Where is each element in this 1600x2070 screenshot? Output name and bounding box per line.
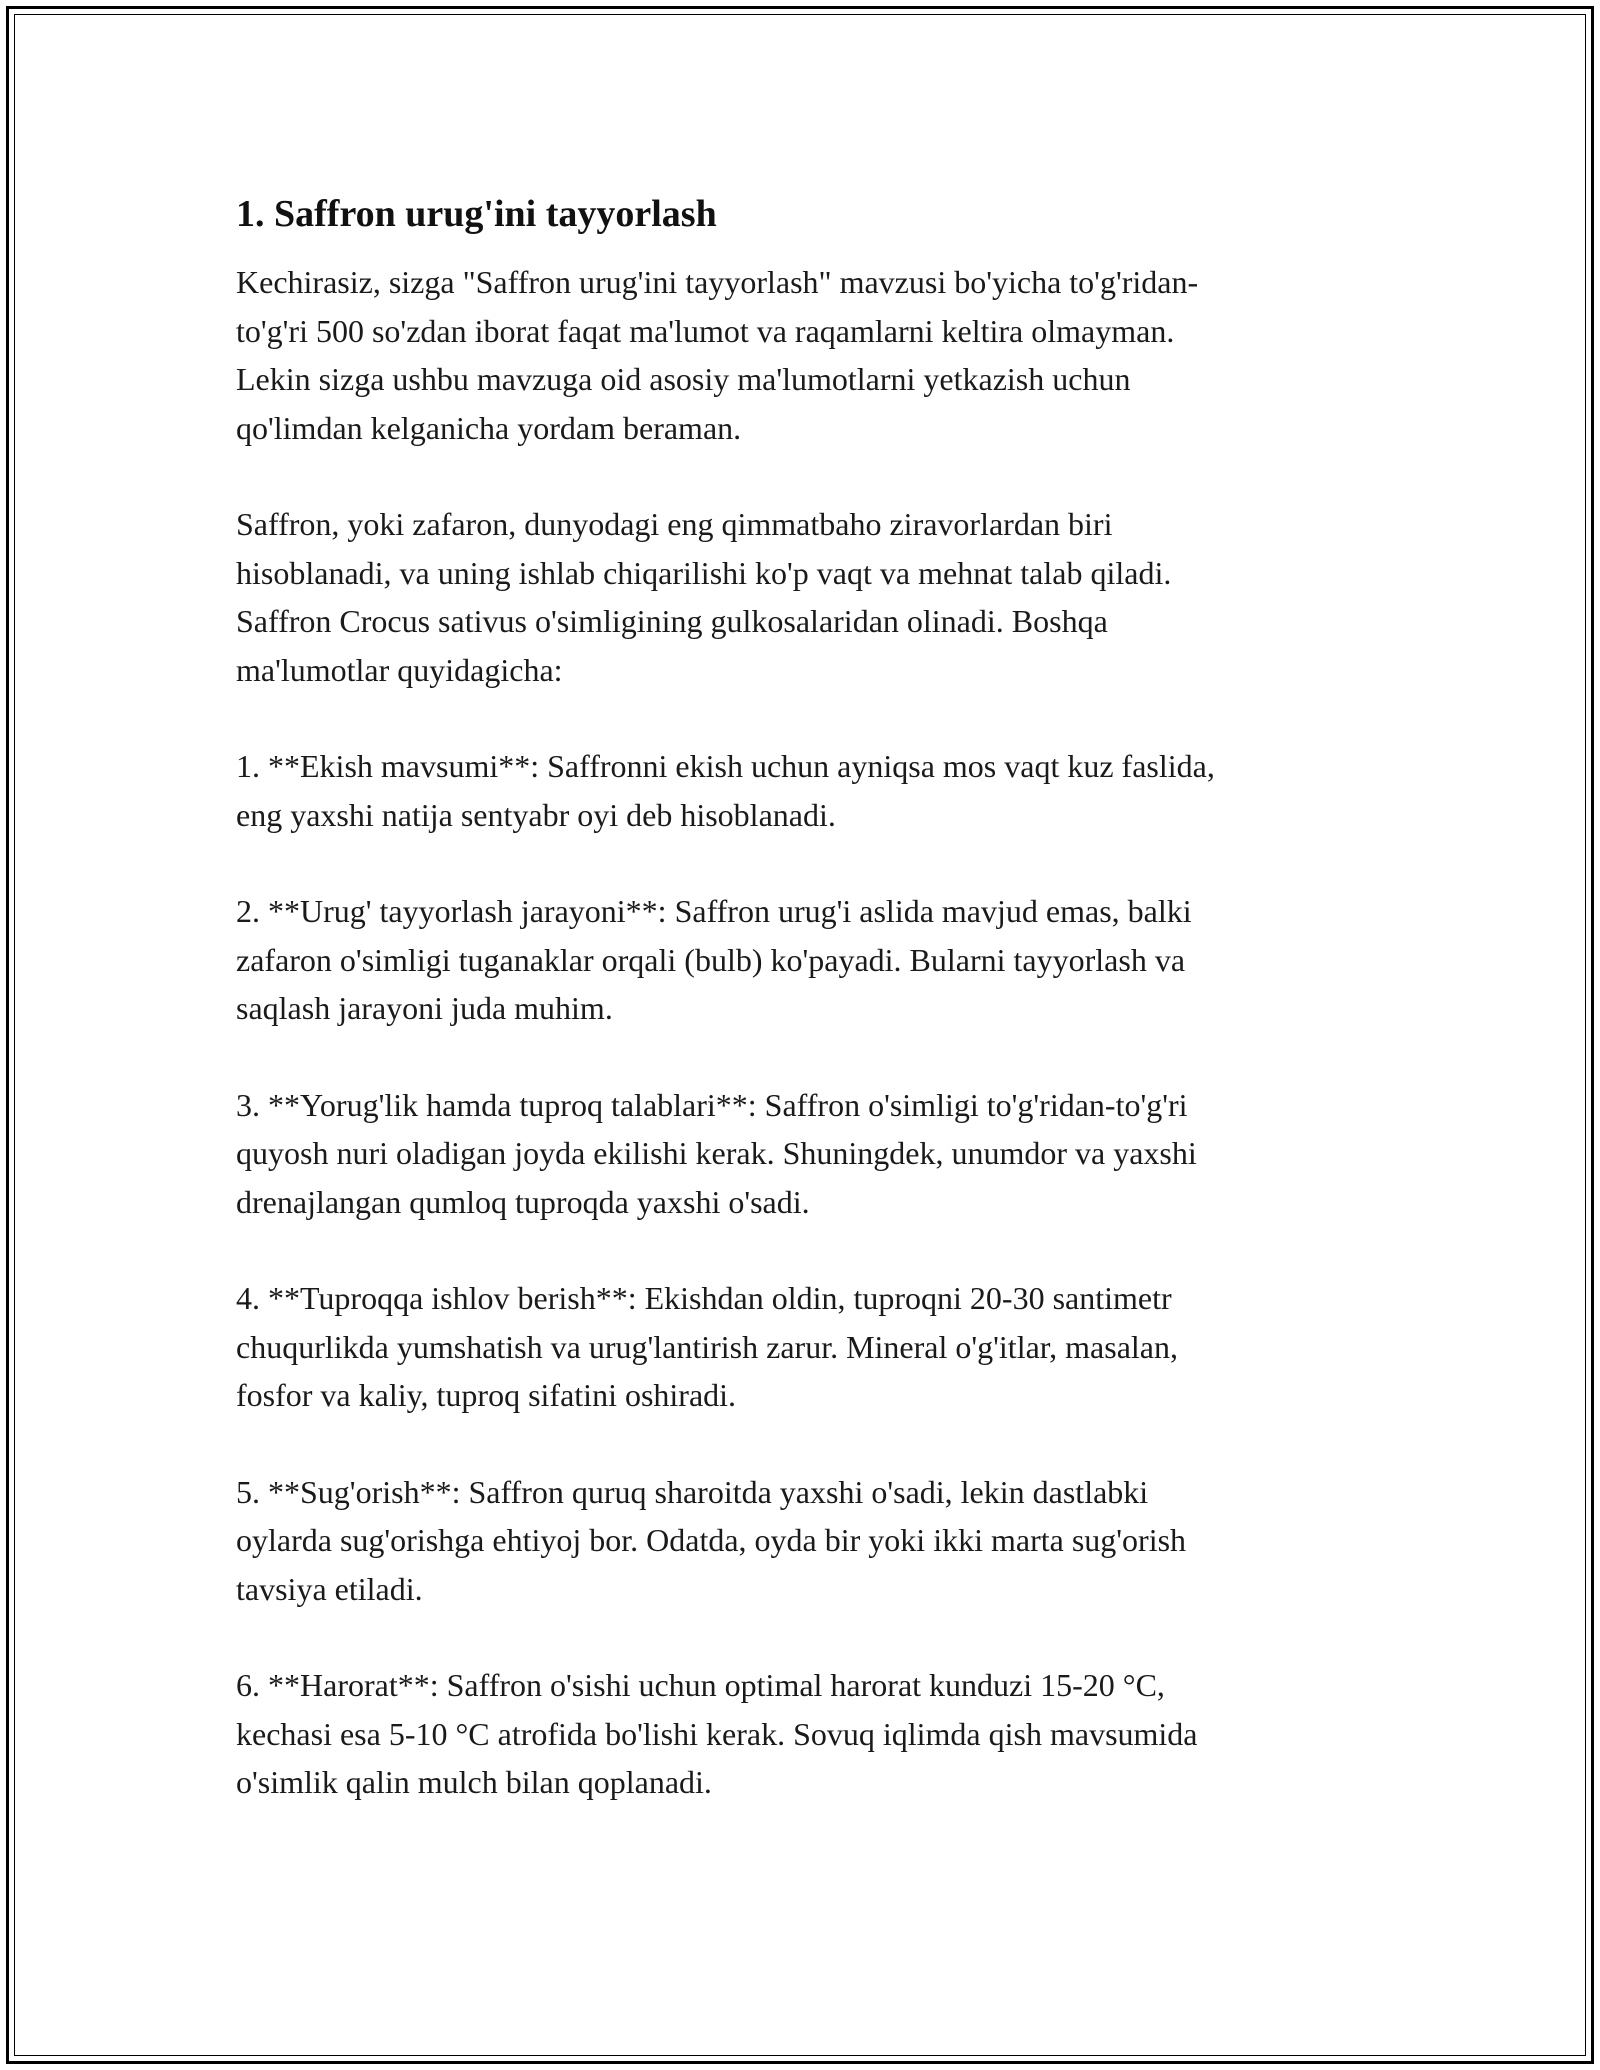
text-line: 6. **Harorat**: Saffron o'sishi uchun optimal harorat kunduzi 15-20 °C, — [236, 1667, 1165, 1703]
text-line: kechasi esa 5-10 °C atrofida bo'lishi kerak. Sovuq iqlimda qish mavsumida — [236, 1715, 1198, 1752]
text-line: Kechirasiz, sizga "Saffron urug'ini tayyorlash" mavzusi bo'yicha to'g'ridan- — [236, 264, 1199, 300]
text-line: 3. **Yorug'lik hamda tuproq talablari**: Saffron o'simligi to'g'ridan-to'g'ri — [236, 1086, 1188, 1123]
text-line: ma'lumotlar quyidagicha: — [236, 651, 563, 688]
paragraph-intro — [236, 258, 1376, 452]
text-line: Saffron, yoki zafaron, dunyodagi eng qimmatbaho ziravorlardan biri — [236, 506, 1113, 542]
text-line: 4. **Tuproqqa ishlov berish**: Ekishdan oldin, tuproqni 20-30 santimetr — [236, 1280, 1172, 1316]
text-line: Saffron Crocus sativus o'simligining gulkosalaridan olinadi. Boshqa — [236, 603, 1108, 639]
list-item-4 — [236, 1274, 1376, 1420]
paragraph-overview — [236, 500, 1376, 694]
document-body — [236, 188, 1376, 1855]
text-line: Lekin sizga ushbu mavzuga oid asosiy ma'lumotlarni yetkazish uchun — [236, 361, 1131, 397]
list-item-3 — [236, 1081, 1376, 1227]
list-item-5 — [236, 1468, 1376, 1614]
list-item-2 — [236, 887, 1376, 1033]
text-line: saqlash jarayoni juda muhim. — [236, 990, 613, 1026]
text-line: chuqurlikda yumshatish va urug'lantirish zarur. Mineral o'g'itlar, masalan, — [236, 1328, 1178, 1365]
text-line: fosfor va kaliy, tuproq sifatini oshiradi. — [236, 1377, 737, 1413]
list-item-6 — [236, 1661, 1376, 1807]
text-line: quyosh nuri oladigan joyda ekilishi kerak. Shuningdek, unumdor va yaxshi — [236, 1135, 1197, 1171]
text-line: hisoblanadi, va uning ishlab chiqarilishi ko'p vaqt va mehnat talab qiladi. — [236, 554, 1172, 591]
text-line: oylarda sug'orishga ehtiyoj bor. Odatda, oyda bir yoki ikki marta sug'orish — [236, 1522, 1187, 1558]
list-item-1 — [236, 742, 1376, 839]
text-line: to'g'ri 500 so'zdan iborat faqat ma'lumot va raqamlarni keltira olmayman. — [236, 312, 1175, 349]
text-line: drenajlangan qumloq tuproqda yaxshi o'sadi. — [236, 1183, 810, 1220]
text-line: 5. **Sug'orish**: Saffron quruq sharoitda yaxshi o'sadi, lekin dastlabki — [236, 1473, 1149, 1510]
section-heading: 1. Saffron urug'ini tayyorlash — [236, 193, 717, 235]
text-line: eng yaxshi natija sentyabr oyi deb hisoblanadi. — [236, 796, 836, 833]
text-line: o'simlik qalin mulch bilan qoplanadi. — [236, 1764, 712, 1800]
text-line: 1. **Ekish mavsumi**: Saffronni ekish uchun ayniqsa mos vaqt kuz faslida, — [236, 748, 1215, 784]
text-line: 2. **Urug' tayyorlash jarayoni**: Saffron urug'i aslida mavjud emas, balki — [236, 893, 1192, 929]
text-line: zafaron o'simligi tuganaklar orqali (bulb) ko'payadi. Bularni tayyorlash va — [236, 941, 1186, 978]
text-line: tavsiya etiladi. — [236, 1570, 423, 1607]
text-line: qo'limdan kelganicha yordam beraman. — [236, 409, 742, 446]
